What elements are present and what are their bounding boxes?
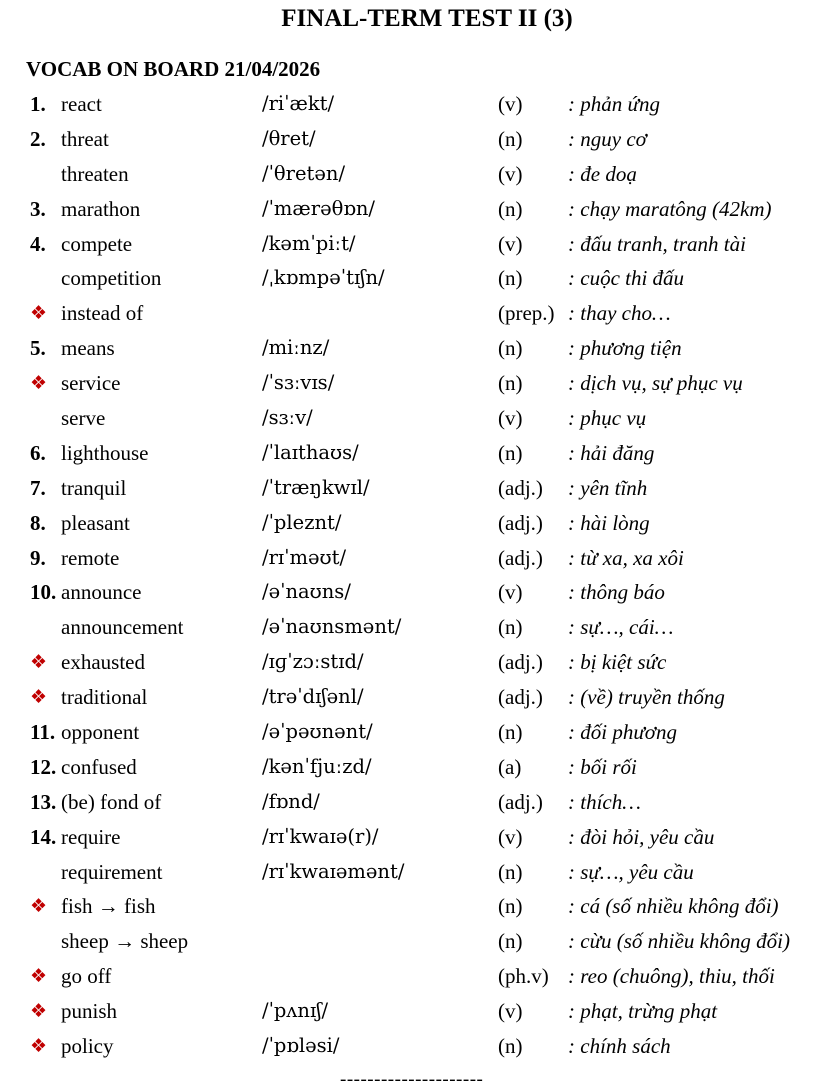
vocab-pronunciation: /rɪˈkwaɪəmənt/ — [262, 859, 405, 883]
diamond-bullet-icon: ❖ — [30, 651, 48, 674]
vocab-row — [0, 261, 820, 296]
vocab-part-of-speech: (adj.) — [498, 650, 543, 675]
vocab-meaning: : hải đăng — [568, 440, 655, 465]
entry-number: 9. — [30, 545, 46, 570]
vocab-part-of-speech: (n) — [498, 894, 523, 919]
entry-number: 5. — [30, 336, 46, 361]
diamond-bullet-icon: ❖ — [30, 686, 48, 709]
vocab-part-of-speech: (n) — [498, 196, 523, 221]
diamond-bullet-icon: ❖ — [30, 1035, 48, 1058]
vocab-part-of-speech: (v) — [498, 92, 523, 116]
vocab-row — [0, 227, 820, 262]
vocab-row — [0, 506, 820, 541]
vocab-pronunciation: /rɪˈməʊt/ — [262, 545, 347, 569]
vocab-part-of-speech: (adj.) — [498, 789, 543, 814]
vocab-part-of-speech: (n) — [498, 266, 523, 291]
vocab-row — [0, 889, 820, 924]
vocab-list — [0, 87, 820, 1064]
vocab-part-of-speech: (n) — [498, 336, 523, 361]
vocab-pronunciation: /ˈmærəθɒn/ — [262, 196, 375, 220]
vocab-part-of-speech: (n) — [498, 1034, 523, 1059]
vocab-word: (be) fond of — [61, 789, 162, 814]
vocab-row — [0, 157, 820, 192]
vocab-word: means — [61, 336, 115, 361]
vocab-part-of-speech: (v) — [498, 999, 523, 1024]
vocab-part-of-speech: (v) — [498, 406, 523, 431]
entry-number: 14. — [30, 824, 57, 849]
vocab-part-of-speech: (adj.) — [498, 685, 543, 710]
vocab-pronunciation: /ɪɡˈzɔːstɪd/ — [262, 650, 364, 674]
vocab-meaning: : cừu (số nhiều không đổi) — [568, 929, 790, 954]
vocab-meaning: : nguy cơ — [568, 126, 647, 151]
vocab-part-of-speech: (v) — [498, 161, 523, 186]
vocab-pronunciation: /ˈpʌnɪʃ/ — [262, 999, 329, 1023]
vocab-meaning: : cuộc thi đấu — [568, 266, 685, 291]
vocab-row — [0, 680, 820, 715]
vocab-pronunciation: /trəˈdɪʃənl/ — [262, 685, 364, 709]
vocab-meaning: : hài lòng — [568, 510, 650, 535]
vocab-word: policy — [61, 1034, 114, 1059]
footer-divider: --------------------- — [340, 1069, 484, 1090]
diamond-bullet-icon: ❖ — [30, 965, 48, 988]
entry-number: 4. — [30, 231, 46, 256]
vocab-word: traditional — [61, 685, 148, 710]
vocab-pronunciation: /sɜːv/ — [262, 406, 313, 430]
vocab-word: react — [61, 92, 102, 116]
vocab-part-of-speech: (v) — [498, 824, 523, 849]
vocab-part-of-speech: (v) — [498, 580, 523, 605]
vocab-row — [0, 192, 820, 227]
vocab-word: opponent — [61, 720, 140, 745]
vocab-meaning: : thích… — [568, 789, 641, 814]
vocab-row — [0, 855, 820, 890]
vocab-word: serve — [61, 406, 106, 431]
vocab-row — [0, 785, 820, 820]
vocab-meaning: : bị kiệt sức — [568, 650, 667, 675]
entry-number: 13. — [30, 789, 57, 814]
vocab-row — [0, 820, 820, 855]
vocab-word: punish — [61, 999, 118, 1024]
vocab-pronunciation: /ˌkɒmpəˈtɪʃn/ — [262, 266, 385, 290]
vocab-word: announce — [61, 580, 142, 605]
vocab-row — [0, 296, 820, 331]
vocab-part-of-speech: (n) — [498, 929, 523, 954]
vocab-row — [0, 436, 820, 471]
vocab-word: exhausted — [61, 650, 145, 675]
vocab-part-of-speech: (ph.v) — [498, 964, 549, 989]
vocab-word: fish → fish — [61, 894, 156, 919]
vocab-meaning: : chạy maratông (42km) — [568, 196, 772, 221]
vocab-word: tranquil — [61, 475, 127, 500]
vocab-meaning: : phương tiện — [568, 336, 682, 361]
vocab-row — [0, 87, 820, 122]
vocab-row — [0, 645, 820, 680]
vocab-part-of-speech: (n) — [498, 440, 523, 465]
entry-number: 12. — [30, 754, 57, 779]
vocab-row — [0, 366, 820, 401]
vocab-meaning: : đe doạ — [568, 161, 637, 186]
vocab-meaning: : yên tĩnh — [568, 475, 648, 500]
vocab-row — [0, 401, 820, 436]
vocab-row — [0, 994, 820, 1029]
vocab-meaning: : cá (số nhiều không đổi) — [568, 894, 779, 919]
vocab-meaning: : (về) truyền thống — [568, 685, 725, 710]
vocab-row — [0, 122, 820, 157]
vocab-part-of-speech: (n) — [498, 615, 523, 640]
vocab-pronunciation: /kəmˈpiːt/ — [262, 231, 356, 255]
section-heading: VOCAB ON BOARD 21/04/2026 — [26, 57, 321, 81]
diamond-bullet-icon: ❖ — [30, 372, 48, 395]
vocab-row — [0, 331, 820, 366]
entry-number: 6. — [30, 440, 46, 465]
entry-number: 3. — [30, 196, 46, 221]
vocab-meaning: : phạt, trừng phạt — [568, 999, 718, 1024]
entry-number: 2. — [30, 126, 46, 151]
vocab-part-of-speech: (prep.) — [498, 301, 555, 326]
vocab-word: pleasant — [61, 510, 130, 535]
vocab-word: announcement — [61, 615, 184, 640]
vocab-row — [0, 924, 820, 959]
vocab-word: lighthouse — [61, 440, 149, 465]
vocab-word: service — [61, 371, 121, 396]
diamond-bullet-icon: ❖ — [30, 302, 48, 325]
vocab-word: instead of — [61, 301, 144, 326]
vocab-part-of-speech: (adj.) — [498, 510, 543, 535]
vocab-pronunciation: /ˈtræŋkwɪl/ — [262, 475, 370, 499]
entry-number: 10. — [30, 580, 57, 605]
vocab-part-of-speech: (n) — [498, 126, 523, 151]
vocab-meaning: : phục vụ — [568, 406, 647, 431]
vocab-row — [0, 610, 820, 645]
vocab-meaning: : đấu tranh, tranh tài — [568, 231, 746, 256]
vocab-word: competition — [61, 266, 162, 291]
vocab-pronunciation: /riˈækt/ — [262, 92, 335, 115]
vocab-pronunciation: /ˈlaɪthaʊs/ — [262, 440, 359, 464]
vocab-word: sheep → sheep — [61, 929, 189, 954]
vocab-word: threat — [61, 126, 109, 151]
vocab-row — [0, 541, 820, 576]
diamond-bullet-icon: ❖ — [30, 1000, 48, 1023]
vocab-word: remote — [61, 545, 120, 570]
vocab-meaning: : sự…, yêu cầu — [568, 859, 694, 884]
vocab-part-of-speech: (n) — [498, 720, 523, 745]
vocab-pronunciation: /rɪˈkwaɪə(r)/ — [262, 824, 379, 848]
vocab-pronunciation: /ˈpleznt/ — [262, 510, 342, 534]
vocab-meaning: : đối phương — [568, 720, 677, 745]
vocab-meaning: : đòi hỏi, yêu cầu — [568, 824, 715, 849]
vocab-row — [0, 575, 820, 610]
vocab-word: requirement — [61, 859, 163, 884]
entry-number: 11. — [30, 720, 56, 745]
vocab-pronunciation: /ˈθretən/ — [262, 161, 346, 185]
vocab-row — [0, 1029, 820, 1064]
vocab-part-of-speech: (a) — [498, 754, 522, 779]
diamond-bullet-icon: ❖ — [30, 895, 48, 918]
vocab-word: compete — [61, 231, 133, 256]
vocab-meaning: : sự…, cái… — [568, 615, 674, 640]
vocab-word: threaten — [61, 161, 129, 186]
vocab-part-of-speech: (n) — [498, 371, 523, 396]
vocab-pronunciation: /miːnz/ — [262, 336, 330, 360]
vocab-row — [0, 715, 820, 750]
vocab-word: go off — [61, 964, 112, 989]
vocab-meaning: : thông báo — [568, 580, 665, 605]
entry-number: 1. — [30, 92, 46, 116]
vocab-pronunciation: /əˈpəʊnənt/ — [262, 720, 373, 744]
vocab-row — [0, 959, 820, 994]
vocab-meaning: : phản ứng — [568, 92, 660, 116]
vocab-pronunciation: /θret/ — [262, 126, 316, 150]
vocab-part-of-speech: (v) — [498, 231, 523, 256]
vocab-meaning: : reo (chuông), thiu, thối — [568, 964, 775, 989]
vocab-pronunciation: /fɒnd/ — [262, 789, 320, 813]
entry-number: 7. — [30, 475, 46, 500]
entry-number: 8. — [30, 510, 46, 535]
vocab-meaning: : thay cho… — [568, 301, 671, 326]
vocab-meaning: : chính sách — [568, 1034, 671, 1059]
page-title: FINAL-TERM TEST II (3) — [281, 5, 573, 32]
vocab-pronunciation: /kənˈfjuːzd/ — [262, 754, 372, 778]
vocab-meaning: : dịch vụ, sự phục vụ — [568, 371, 743, 396]
vocab-pronunciation: /ˈsɜːvɪs/ — [262, 371, 335, 395]
vocab-row — [0, 750, 820, 785]
vocab-pronunciation: /ˈpɒləsi/ — [262, 1034, 340, 1058]
vocab-word: marathon — [61, 196, 141, 221]
vocab-pronunciation: /əˈnaʊnsmənt/ — [262, 615, 402, 639]
vocab-word: confused — [61, 754, 137, 779]
vocab-part-of-speech: (adj.) — [498, 475, 543, 500]
vocab-part-of-speech: (adj.) — [498, 545, 543, 570]
vocab-part-of-speech: (n) — [498, 859, 523, 884]
vocab-row — [0, 471, 820, 506]
vocab-meaning: : từ xa, xa xôi — [568, 545, 684, 570]
vocab-word: require — [61, 824, 121, 849]
vocab-meaning: : bối rối — [568, 754, 637, 779]
vocab-pronunciation: /əˈnaʊns/ — [262, 580, 351, 604]
